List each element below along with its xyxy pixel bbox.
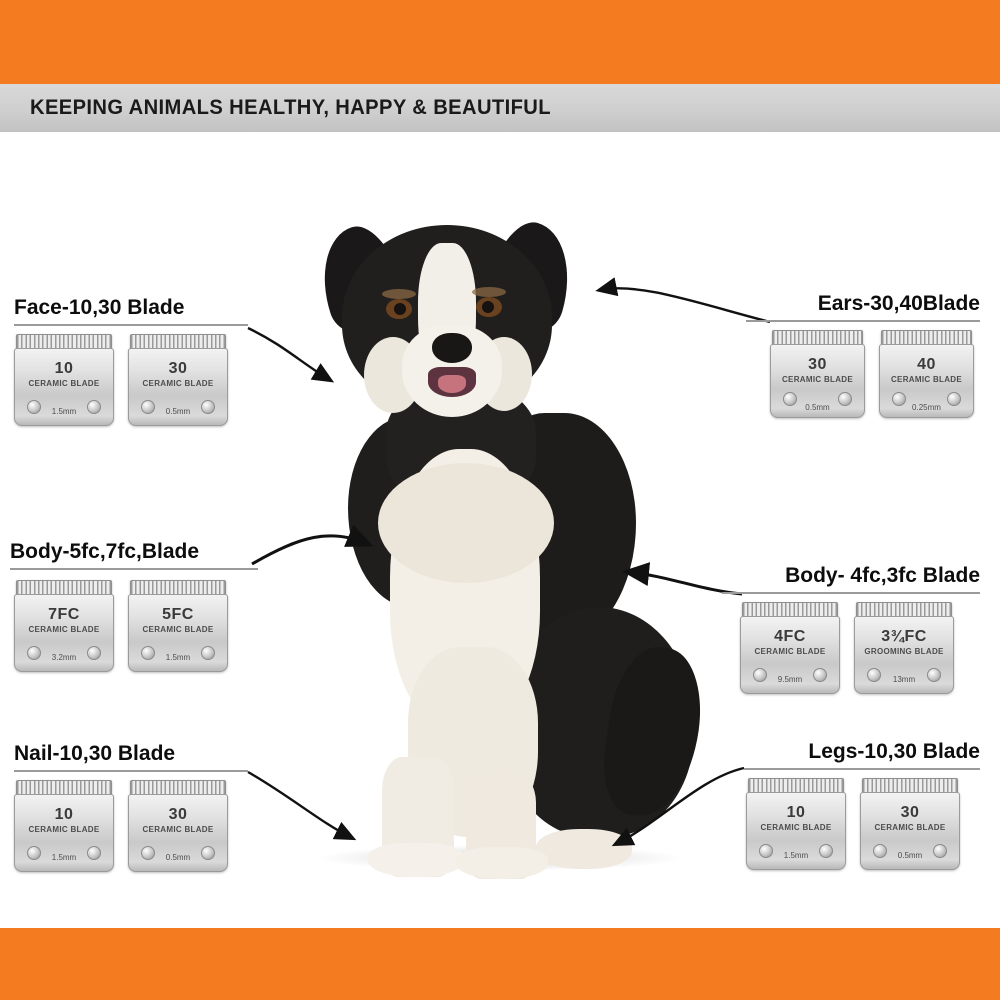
blade-type: CERAMIC BLADE [760, 823, 832, 832]
blade-size: 0.5mm [805, 403, 830, 412]
screw-icon [201, 400, 215, 414]
blade-type: CERAMIC BLADE [28, 625, 100, 634]
blade-type: CERAMIC BLADE [142, 625, 214, 634]
blade-number: 10 [54, 806, 74, 823]
blade-card[interactable] [770, 330, 865, 418]
dog-tongue [438, 375, 466, 393]
screw-icon [201, 846, 215, 860]
screw-icon [867, 668, 881, 682]
screw-icon [892, 392, 906, 406]
blade-number: 7FC [48, 606, 80, 623]
blade-type: CERAMIC BLADE [142, 825, 214, 834]
blade-size: 13mm [892, 675, 916, 684]
callout-label-face: Face-10,30 Blade [14, 296, 248, 326]
blade-number: 10 [786, 804, 806, 821]
blade-group-body-right [740, 602, 954, 694]
dog-rear-paw [536, 829, 632, 869]
blade-card[interactable] [128, 780, 228, 872]
blade-card[interactable] [14, 780, 114, 872]
blade-size: 0.5mm [165, 853, 191, 862]
screw-icon [141, 400, 155, 414]
blade-card[interactable] [879, 330, 974, 418]
blade-type: CERAMIC BLADE [781, 375, 853, 384]
screw-icon [783, 392, 797, 406]
blade-type: CERAMIC BLADE [142, 379, 214, 388]
dog-ruff [378, 463, 554, 583]
blade-number: 30 [168, 360, 188, 377]
blade-number: 30 [808, 356, 827, 373]
blade-size: 0.25mm [912, 403, 941, 412]
blade-number: 4FC [774, 628, 806, 645]
blade-type: CERAMIC BLADE [28, 379, 100, 388]
blade-number: 30 [168, 806, 188, 823]
blade-type: CERAMIC BLADE [874, 823, 946, 832]
screw-icon [87, 646, 101, 660]
blade-group-face [14, 334, 228, 426]
screw-icon [141, 646, 155, 660]
screw-icon [27, 846, 41, 860]
blade-group-body-left [14, 580, 228, 672]
dog-brow-right [472, 287, 506, 297]
blade-size: 0.5mm [165, 407, 191, 416]
callout-label-nail: Nail-10,30 Blade [14, 742, 248, 772]
dog-paw-left [368, 843, 464, 877]
tagline-text: KEEPING ANIMALS HEALTHY, HAPPY & BEAUTIFUL [30, 96, 551, 119]
blade-number: 10 [54, 360, 74, 377]
callout-label-body-right: Body- 4fc,3fc Blade [722, 564, 980, 594]
screw-icon [927, 668, 941, 682]
dog-paw-right [456, 847, 548, 879]
screw-icon [201, 646, 215, 660]
blade-type: CERAMIC BLADE [754, 647, 826, 656]
blade-card[interactable] [128, 580, 228, 672]
blade-number: 40 [917, 356, 936, 373]
blade-size: 1.5mm [783, 851, 809, 860]
screw-icon [27, 646, 41, 660]
blade-card[interactable] [128, 334, 228, 426]
screw-icon [838, 392, 852, 406]
screw-icon [819, 844, 833, 858]
diagram-stage [0, 132, 1000, 928]
blade-number: 5FC [162, 606, 194, 623]
dog-pupil-left [394, 303, 406, 315]
blade-card[interactable] [14, 334, 114, 426]
callout-label-body-left: Body-5fc,7fc,Blade [10, 540, 258, 570]
blade-size: 9.5mm [777, 675, 803, 684]
blade-size: 3.2mm [51, 653, 77, 662]
callout-label-legs: Legs-10,30 Blade [744, 740, 980, 770]
tagline-bar [0, 84, 1000, 132]
blade-group-nail [14, 780, 228, 872]
blade-card[interactable] [14, 580, 114, 672]
blade-type: CERAMIC BLADE [890, 375, 962, 384]
screw-icon [759, 844, 773, 858]
dog-nose [432, 333, 472, 363]
blade-type: CERAMIC BLADE [28, 825, 100, 834]
screw-icon [813, 668, 827, 682]
dog-brow-left [382, 289, 416, 299]
blade-size: 1.5mm [51, 853, 77, 862]
screw-icon [873, 844, 887, 858]
blade-card[interactable] [740, 602, 840, 694]
blade-group-ears [770, 330, 974, 418]
blade-card[interactable] [746, 778, 846, 870]
blade-type: GROOMING BLADE [864, 647, 944, 656]
border-collie-dog-photo [290, 217, 710, 877]
screw-icon [753, 668, 767, 682]
screw-icon [947, 392, 961, 406]
blade-size: 0.5mm [897, 851, 923, 860]
blade-card[interactable] [854, 602, 954, 694]
bottom-accent-band [0, 928, 1000, 1000]
screw-icon [141, 846, 155, 860]
blade-size: 1.5mm [51, 407, 77, 416]
dog-pupil-right [482, 301, 494, 313]
blade-number: 30 [900, 804, 920, 821]
blade-size: 1.5mm [165, 653, 191, 662]
screw-icon [27, 400, 41, 414]
screw-icon [87, 400, 101, 414]
blade-group-legs [746, 778, 960, 870]
blade-number: 3¾FC [881, 628, 927, 645]
screw-icon [933, 844, 947, 858]
blade-card[interactable] [860, 778, 960, 870]
callout-label-ears: Ears-30,40Blade [746, 292, 980, 322]
top-accent-band [0, 0, 1000, 84]
screw-icon [87, 846, 101, 860]
